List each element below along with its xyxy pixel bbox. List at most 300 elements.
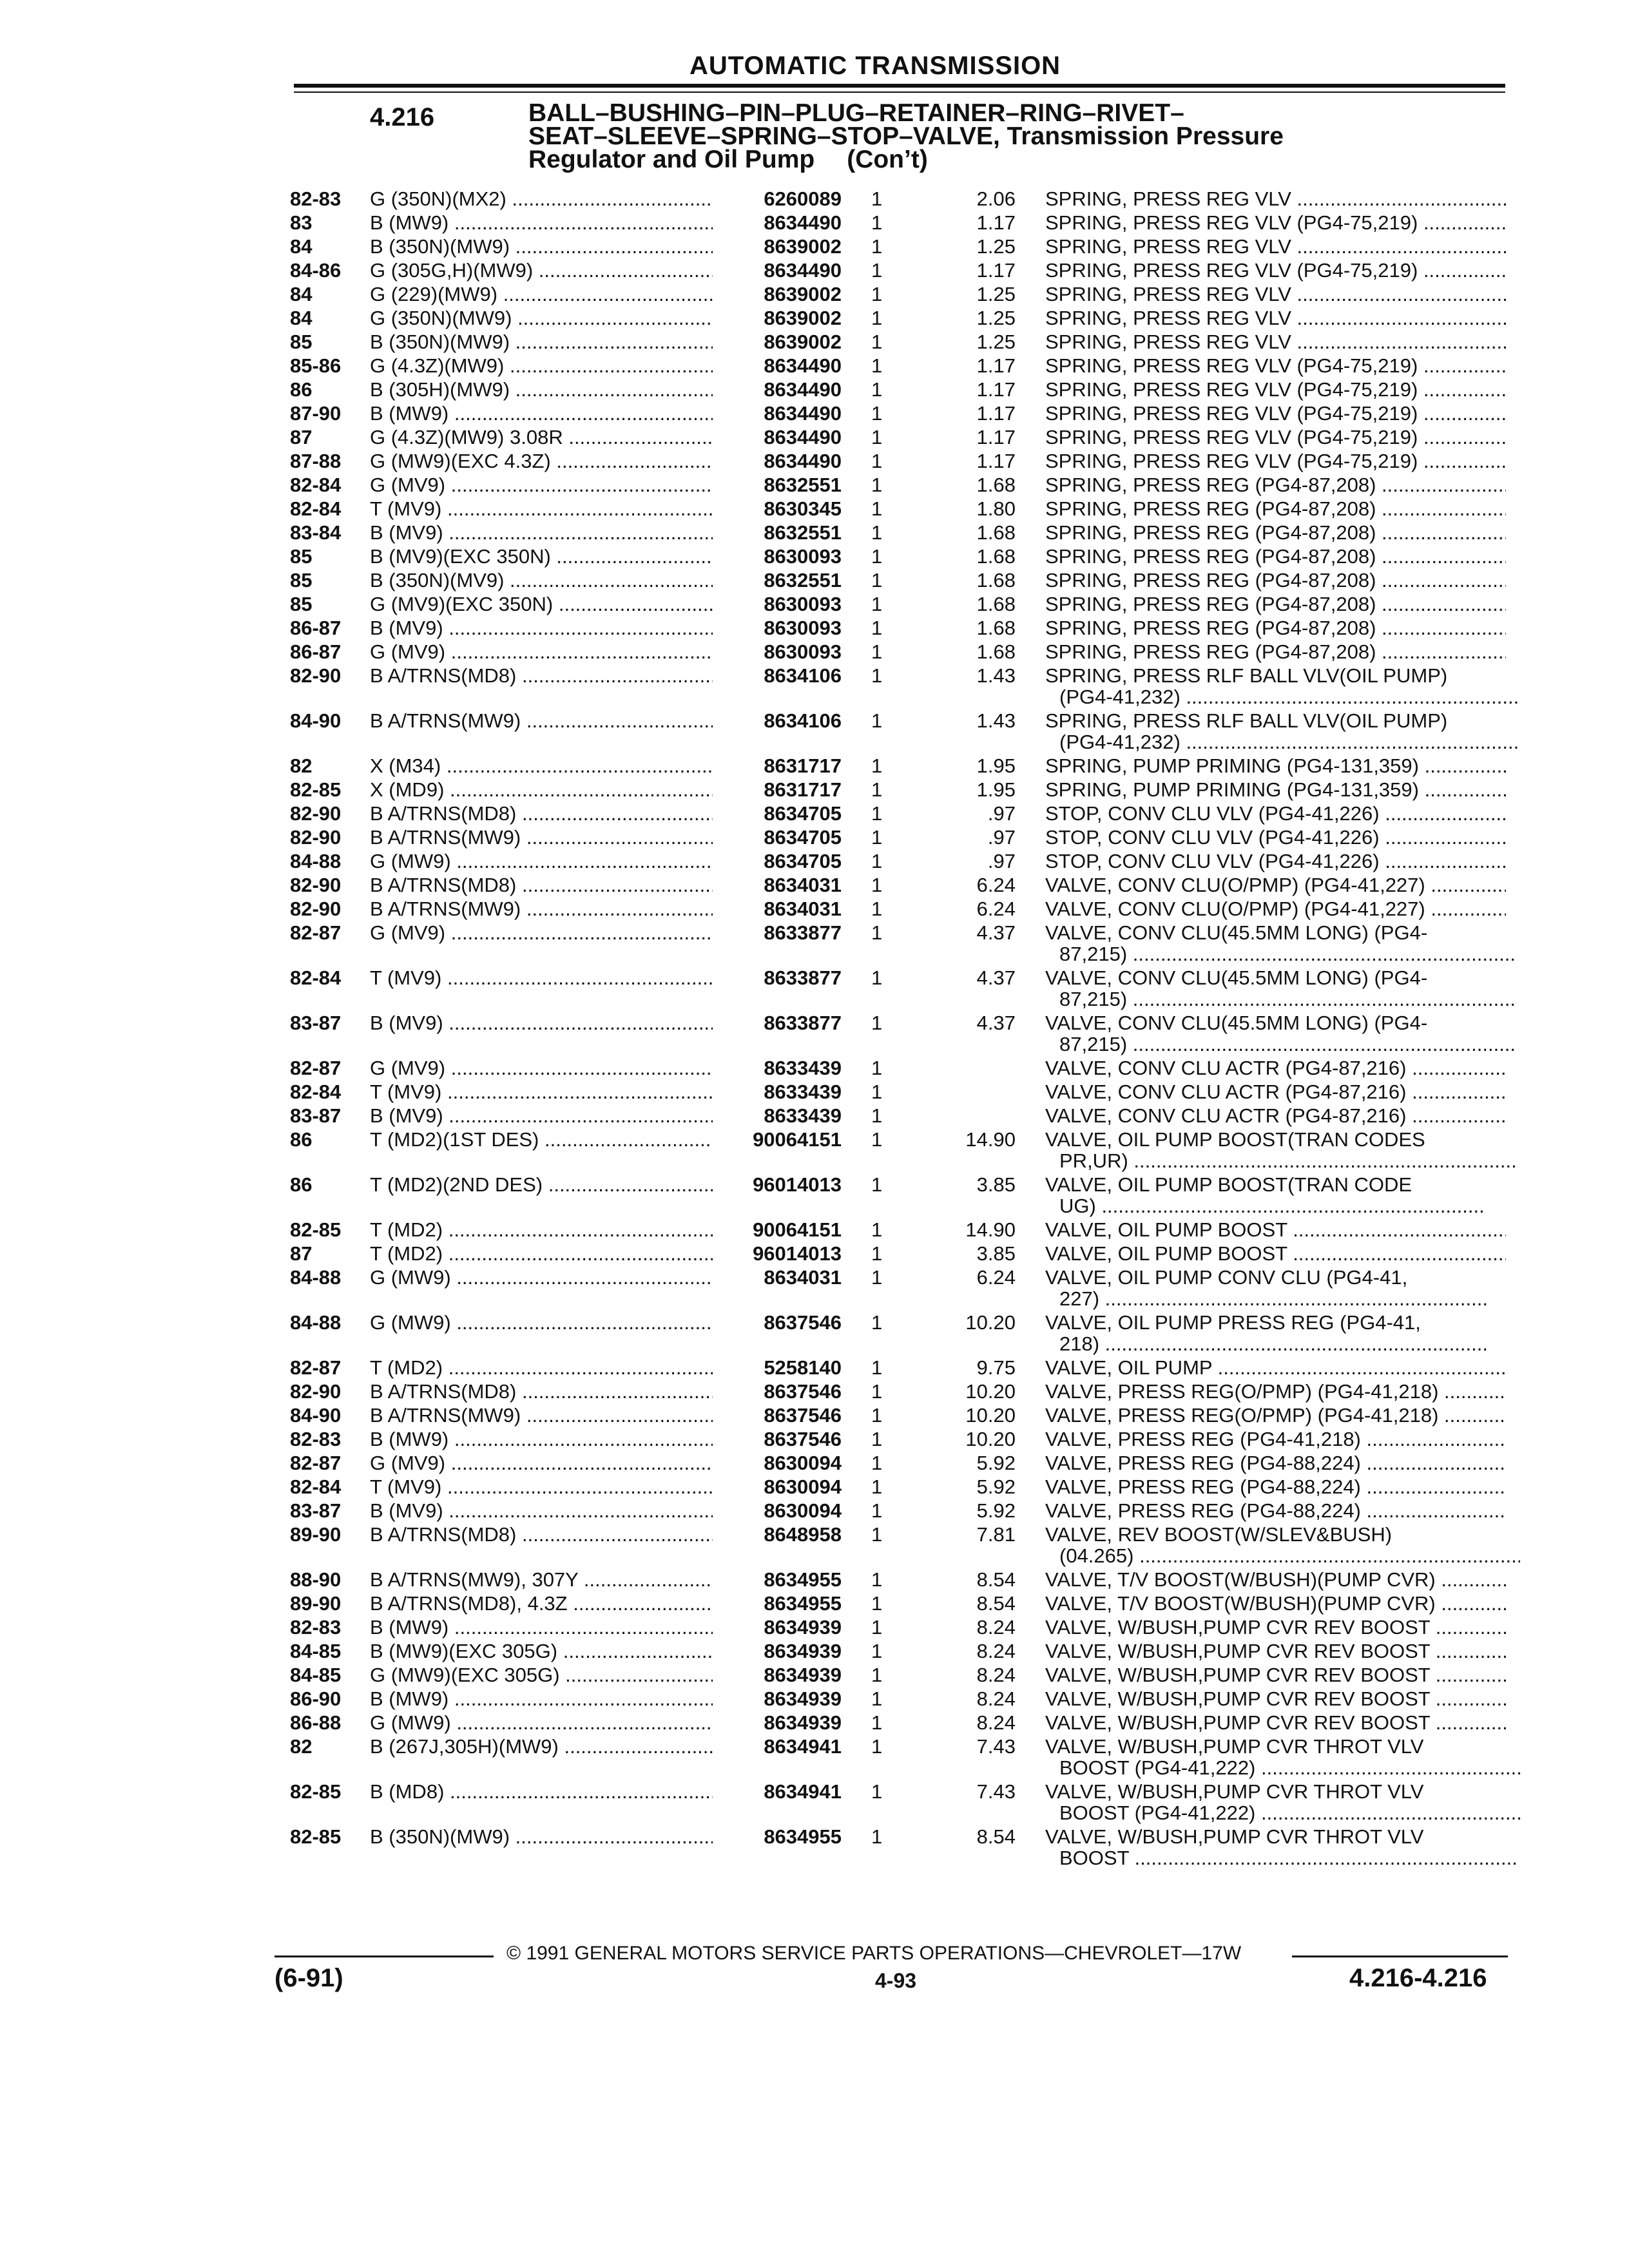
model-years: 83: [290, 211, 313, 234]
page-header: AUTOMATIC TRANSMISSION: [689, 52, 1061, 80]
model-description: B (MD8) .....: [370, 1780, 713, 1803]
model-description: B (MV9) .....: [370, 1011, 713, 1035]
part-name: 227) .....: [1059, 1287, 1520, 1311]
model-description: G (MV9)(EXC 350N) .....: [370, 592, 713, 616]
quantity: 1: [871, 1012, 883, 1034]
parts-row: [0, 1499, 1629, 1523]
parts-row: [0, 1403, 1629, 1427]
parts-row: [0, 211, 1629, 235]
part-name: UG) .....: [1059, 1194, 1520, 1218]
part-name: (PG4-41,232) .....: [1059, 685, 1520, 709]
part-name: VALVE, CONV CLU ACTR (PG4-87,216) .....: [1045, 1080, 1506, 1104]
model-description: X (MD9) .....: [370, 778, 713, 802]
price: 1.95: [976, 778, 1016, 801]
part-name: SPRING, PRESS REG VLV (PG4-75,219) .....: [1045, 401, 1506, 425]
quantity: 1: [871, 1356, 883, 1379]
part-name: VALVE, CONV CLU(45.5MM LONG) (PG4-: [1045, 1012, 1428, 1034]
quantity: 1: [871, 1523, 883, 1546]
model-years: 84: [290, 235, 313, 258]
model-years: 84-88: [290, 850, 342, 872]
part-number: 8634939: [764, 1640, 842, 1662]
model-years: 82-84: [290, 1475, 342, 1498]
part-name: VALVE, OIL PUMP BOOST(TRAN CODE: [1045, 1173, 1412, 1196]
part-name: VALVE, OIL PUMP BOOST(TRAN CODES: [1045, 1128, 1425, 1151]
part-name: 87,215) .....: [1059, 987, 1520, 1011]
price: 1.68: [976, 521, 1016, 544]
part-name: SPRING, PRESS REG VLV (PG4-75,219) .....: [1045, 378, 1506, 401]
price: 7.81: [976, 1523, 1016, 1546]
model-description: B (MW9) .....: [370, 1687, 713, 1711]
part-number: 90064151: [753, 1218, 842, 1241]
price: 8.24: [976, 1640, 1016, 1662]
part-number: 8630094: [764, 1499, 842, 1522]
part-number: 8634031: [764, 874, 842, 896]
price: 8.54: [976, 1592, 1016, 1615]
model-description: B (MV9) .....: [370, 521, 713, 544]
quantity: 1: [871, 450, 883, 472]
model-description: B (MV9) .....: [370, 1499, 713, 1523]
quantity: 1: [871, 966, 883, 989]
part-name: VALVE, W/BUSH,PUMP CVR THROT VLV: [1045, 1735, 1424, 1758]
part-number: 90064151: [753, 1128, 842, 1151]
part-number: 5258140: [764, 1356, 842, 1379]
price: 1.25: [976, 307, 1016, 329]
price: 1.17: [976, 259, 1016, 282]
price: .97: [987, 826, 1016, 849]
price: 1.25: [976, 331, 1016, 353]
part-number: 8633877: [764, 921, 842, 944]
model-years: 82-85: [290, 778, 342, 801]
quantity: 1: [871, 1664, 883, 1686]
model-description: T (MV9) .....: [370, 1475, 713, 1499]
model-years: 83-87: [290, 1104, 342, 1127]
parts-row: [0, 1080, 1629, 1104]
price: 1.17: [976, 450, 1016, 472]
part-name: VALVE, T/V BOOST(W/BUSH)(PUMP CVR) .....: [1045, 1591, 1506, 1615]
part-name: SPRING, PRESS REG (PG4-87,208) .....: [1045, 616, 1506, 640]
model-description: G (229)(MW9) .....: [370, 282, 713, 306]
part-name: SPRING, PRESS REG (PG4-87,208) .....: [1045, 473, 1506, 497]
quantity: 1: [871, 521, 883, 544]
model-years: 82-84: [290, 497, 342, 520]
part-number: 8634955: [764, 1592, 842, 1615]
model-years: 84-90: [290, 709, 342, 732]
price: 1.25: [976, 283, 1016, 305]
quantity: 1: [871, 497, 883, 520]
price: .97: [987, 802, 1016, 825]
model-description: G (MW9)(EXC 4.3Z) .....: [370, 449, 713, 473]
part-number: 8634490: [764, 354, 842, 377]
parts-row: [0, 921, 1629, 966]
price: 6.24: [976, 1266, 1016, 1289]
price: 8.24: [976, 1664, 1016, 1686]
quantity: 1: [871, 802, 883, 825]
model-years: 86-87: [290, 640, 342, 663]
quantity: 1: [871, 593, 883, 615]
parts-row: [0, 401, 1629, 425]
price: 1.68: [976, 545, 1016, 568]
model-years: 82-90: [290, 802, 342, 825]
part-name: VALVE, T/V BOOST(W/BUSH)(PUMP CVR) .....: [1045, 1568, 1506, 1591]
price: 1.43: [976, 709, 1016, 732]
model-description: G (4.3Z)(MW9) 3.08R .....: [370, 425, 713, 449]
part-name: STOP, CONV CLU VLV (PG4-41,226) .....: [1045, 849, 1506, 873]
model-description: G (MW9) .....: [370, 1265, 713, 1289]
continued-label: (Con’t): [847, 146, 928, 173]
quantity: 1: [871, 1057, 883, 1079]
part-number: 8634106: [764, 709, 842, 732]
part-name: SPRING, PUMP PRIMING (PG4-131,359) .....: [1045, 778, 1506, 802]
model-years: 82-90: [290, 826, 342, 849]
price: 5.92: [976, 1475, 1016, 1498]
model-years: 84-88: [290, 1311, 342, 1334]
quantity: 1: [871, 1499, 883, 1522]
quantity: 1: [871, 1592, 883, 1615]
quantity: 1: [871, 402, 883, 425]
parts-row: [0, 1735, 1629, 1780]
part-number: 8634490: [764, 378, 842, 401]
header-rule-thin: [294, 91, 1505, 93]
quantity: 1: [871, 664, 883, 687]
price: 2.06: [976, 187, 1016, 210]
part-name: SPRING, PRESS REG (PG4-87,208) .....: [1045, 544, 1506, 568]
parts-row: [0, 1687, 1629, 1711]
part-name: SPRING, PRESS REG VLV .....: [1045, 282, 1506, 306]
price: 4.37: [976, 966, 1016, 989]
part-number: 8639002: [764, 283, 842, 305]
quantity: 1: [871, 1616, 883, 1639]
model-description: X (M34) .....: [370, 754, 713, 778]
part-name: SPRING, PRESS REG VLV .....: [1045, 235, 1506, 258]
part-name: (04.265) .....: [1059, 1544, 1520, 1568]
model-years: 82-83: [290, 187, 342, 210]
parts-list: [0, 187, 1629, 1870]
quantity: 1: [871, 1242, 883, 1265]
parts-row: [0, 1218, 1629, 1242]
model-description: B (MV9) .....: [370, 616, 713, 640]
section-range: 4.216-4.216: [1349, 1964, 1487, 1992]
part-name: SPRING, PRESS REG (PG4-87,208) .....: [1045, 497, 1506, 521]
part-name: SPRING, PRESS RLF BALL VLV(OIL PUMP): [1045, 709, 1448, 732]
price: 3.85: [976, 1242, 1016, 1265]
price: .97: [987, 850, 1016, 872]
price: 1.17: [976, 211, 1016, 234]
part-name: SPRING, PRESS REG VLV (PG4-75,219) .....: [1045, 449, 1506, 473]
price: 1.80: [976, 497, 1016, 520]
model-description: G (MV9) .....: [370, 473, 713, 497]
part-number: 8632551: [764, 474, 842, 496]
model-description: B (MV9) .....: [370, 1104, 713, 1128]
parts-row: [0, 897, 1629, 921]
model-description: G (MV9) .....: [370, 1056, 713, 1080]
part-name: VALVE, OIL PUMP BOOST .....: [1045, 1218, 1506, 1242]
model-description: B A/TRNS(MD8) .....: [370, 802, 713, 825]
parts-row: [0, 258, 1629, 282]
section-number: 4.216: [370, 103, 435, 131]
model-years: 85: [290, 545, 313, 568]
model-years: 82-87: [290, 1356, 342, 1379]
part-number: 8630094: [764, 1452, 842, 1474]
part-name: BOOST .....: [1059, 1846, 1520, 1870]
quantity: 1: [871, 378, 883, 401]
parts-row: [0, 235, 1629, 258]
model-description: B (267J,305H)(MW9) .....: [370, 1735, 713, 1758]
part-name: VALVE, CONV CLU ACTR (PG4-87,216) .....: [1045, 1056, 1506, 1080]
part-name: 87,215) .....: [1059, 1032, 1520, 1056]
part-number: 8634705: [764, 850, 842, 872]
parts-row: [0, 1056, 1629, 1080]
parts-row: [0, 1523, 1629, 1568]
model-description: B (MW9) .....: [370, 1427, 713, 1451]
quantity: 1: [871, 1404, 883, 1427]
model-description: T (MD2) .....: [370, 1218, 713, 1242]
price: 1.17: [976, 402, 1016, 425]
quantity: 1: [871, 545, 883, 568]
model-years: 89-90: [290, 1523, 342, 1546]
model-description: G (305G,H)(MW9) .....: [370, 258, 713, 282]
quantity: 1: [871, 874, 883, 896]
model-description: T (MV9) .....: [370, 497, 713, 521]
price: 1.68: [976, 617, 1016, 639]
part-name: VALVE, W/BUSH,PUMP CVR REV BOOST .....: [1045, 1711, 1506, 1735]
part-number: 8634490: [764, 259, 842, 282]
parts-row: [0, 1356, 1629, 1379]
price: 1.68: [976, 593, 1016, 615]
parts-row: [0, 778, 1629, 802]
part-name: VALVE, REV BOOST(W/SLEV&BUSH): [1045, 1523, 1393, 1546]
part-name: SPRING, PRESS REG VLV (PG4-75,219) .....: [1045, 258, 1506, 282]
model-years: 86-87: [290, 617, 342, 639]
price: 1.95: [976, 754, 1016, 777]
model-years: 89-90: [290, 1592, 342, 1615]
model-description: G (MW9) .....: [370, 1311, 713, 1334]
quantity: 1: [871, 1104, 883, 1127]
footer-copyright: © 1991 GENERAL MOTORS SERVICE PARTS OPERATIONS—CHEVROLET—17W: [506, 1943, 1242, 1964]
model-years: 86-90: [290, 1687, 342, 1710]
model-years: 84-86: [290, 259, 342, 282]
model-description: G (4.3Z)(MW9) .....: [370, 354, 713, 378]
part-name: VALVE, PRESS REG (PG4-88,224) .....: [1045, 1475, 1506, 1499]
part-name: BOOST (PG4-41,222) .....: [1059, 1801, 1520, 1825]
quantity: 1: [871, 850, 883, 872]
part-number: 8634939: [764, 1664, 842, 1686]
parts-row: [0, 354, 1629, 378]
model-years: 82-84: [290, 474, 342, 496]
part-number: 8630094: [764, 1475, 842, 1498]
model-years: 82-90: [290, 664, 342, 687]
parts-row: [0, 849, 1629, 873]
parts-row: [0, 1825, 1629, 1870]
parts-row: [0, 1242, 1629, 1265]
model-years: 82-83: [290, 1428, 342, 1450]
part-name: VALVE, W/BUSH,PUMP CVR REV BOOST .....: [1045, 1639, 1506, 1663]
price: 10.20: [965, 1404, 1016, 1427]
model-description: G (MW9)(EXC 305G) .....: [370, 1663, 713, 1687]
part-name: SPRING, PRESS REG VLV .....: [1045, 306, 1506, 330]
price: 7.43: [976, 1735, 1016, 1758]
part-name: PR,UR) .....: [1059, 1149, 1520, 1173]
part-name: 218) .....: [1059, 1332, 1520, 1356]
model-description: T (MD2) .....: [370, 1356, 713, 1379]
model-description: G (350N)(MW9) .....: [370, 306, 713, 330]
parts-row: [0, 330, 1629, 354]
part-name: VALVE, PRESS REG (PG4-41,218) .....: [1045, 1427, 1506, 1451]
parts-row: [0, 592, 1629, 616]
model-years: 82-83: [290, 1616, 342, 1639]
part-number: 8634955: [764, 1568, 842, 1591]
model-years: 88-90: [290, 1568, 342, 1591]
model-years: 87-90: [290, 402, 342, 425]
footer-rule-left: [275, 1956, 494, 1957]
price: 10.20: [965, 1380, 1016, 1403]
model-description: T (MD2)(1ST DES) .....: [370, 1128, 713, 1151]
quantity: 1: [871, 1780, 883, 1803]
part-number: 8633877: [764, 1012, 842, 1034]
part-name: VALVE, W/BUSH,PUMP CVR THROT VLV: [1045, 1825, 1424, 1848]
price: 4.37: [976, 1012, 1016, 1034]
parts-row: [0, 187, 1629, 211]
quantity: 1: [871, 754, 883, 777]
model-years: 85: [290, 593, 313, 615]
part-number: 8648958: [764, 1523, 842, 1546]
model-description: B (MW9) .....: [370, 211, 713, 235]
part-name: VALVE, PRESS REG(O/PMP) (PG4-41,218) .....: [1045, 1379, 1506, 1403]
part-name: VALVE, W/BUSH,PUMP CVR REV BOOST .....: [1045, 1663, 1506, 1687]
model-description: B (MW9) .....: [370, 401, 713, 425]
part-name: VALVE, OIL PUMP .....: [1045, 1356, 1506, 1379]
quantity: 1: [871, 921, 883, 944]
model-description: B A/TRNS(MW9) .....: [370, 825, 713, 849]
part-number: 8634031: [764, 898, 842, 920]
parts-row: [0, 1265, 1629, 1311]
model-description: B A/TRNS(MW9) .....: [370, 1403, 713, 1427]
price: 1.17: [976, 426, 1016, 448]
quantity: 1: [871, 1452, 883, 1474]
model-years: 82-84: [290, 966, 342, 989]
part-number: 8630093: [764, 545, 842, 568]
price: 1.68: [976, 569, 1016, 591]
section-title-line-last: [528, 148, 1284, 171]
model-years: 83-84: [290, 521, 342, 544]
part-name: SPRING, PUMP PRIMING (PG4-131,359) .....: [1045, 754, 1506, 778]
model-description: B A/TRNS(MD8) .....: [370, 664, 713, 687]
parts-row: [0, 709, 1629, 754]
part-number: 8632551: [764, 569, 842, 591]
price: 10.20: [965, 1428, 1016, 1450]
price: 8.24: [976, 1711, 1016, 1734]
model-years: 87: [290, 426, 313, 448]
model-description: G (MW9) .....: [370, 1711, 713, 1735]
model-description: G (MV9) .....: [370, 1451, 713, 1475]
quantity: 1: [871, 826, 883, 849]
parts-row: [0, 1639, 1629, 1663]
model-years: 84: [290, 283, 313, 305]
parts-row: [0, 521, 1629, 544]
parts-row: [0, 873, 1629, 897]
section-title-line: Regulator and Oil Pump: [528, 146, 815, 173]
parts-row: [0, 825, 1629, 849]
model-years: 82-84: [290, 1081, 342, 1103]
parts-row: [0, 1379, 1629, 1403]
price: 8.54: [976, 1825, 1016, 1848]
section-title: [528, 99, 1284, 173]
parts-row: [0, 966, 1629, 1011]
model-years: 85: [290, 331, 313, 353]
parts-row: [0, 425, 1629, 449]
price: 5.92: [976, 1499, 1016, 1522]
part-name: SPRING, PRESS RLF BALL VLV(OIL PUMP): [1045, 664, 1448, 687]
model-years: 84-90: [290, 1404, 342, 1427]
model-description: B A/TRNS(MW9) .....: [370, 709, 713, 733]
part-name: SPRING, PRESS REG VLV .....: [1045, 187, 1506, 211]
part-number: 6260089: [764, 187, 842, 210]
parts-row: [0, 1711, 1629, 1735]
model-description: B A/TRNS(MD8) .....: [370, 873, 713, 897]
parts-row: [0, 616, 1629, 640]
price: 1.68: [976, 474, 1016, 496]
part-name: VALVE, PRESS REG(O/PMP) (PG4-41,218) .....: [1045, 1403, 1506, 1427]
model-years: 82-85: [290, 1825, 342, 1848]
model-description: T (MD2) .....: [370, 1242, 713, 1265]
part-name: VALVE, W/BUSH,PUMP CVR REV BOOST .....: [1045, 1615, 1506, 1639]
part-number: 8637546: [764, 1311, 842, 1334]
quantity: 1: [871, 640, 883, 663]
part-name: VALVE, CONV CLU ACTR (PG4-87,216) .....: [1045, 1104, 1506, 1128]
part-name: VALVE, OIL PUMP PRESS REG (PG4-41,: [1045, 1311, 1421, 1334]
quantity: 1: [871, 1428, 883, 1450]
parts-row: [0, 1311, 1629, 1356]
model-years: 82: [290, 754, 313, 777]
parts-row: [0, 754, 1629, 778]
parts-row: [0, 1451, 1629, 1475]
part-name: STOP, CONV CLU VLV (PG4-41,226) .....: [1045, 802, 1506, 825]
part-number: 8631717: [764, 754, 842, 777]
part-number: 8634705: [764, 802, 842, 825]
part-number: 8633439: [764, 1104, 842, 1127]
header-rule: [294, 84, 1505, 88]
quantity: 1: [871, 1735, 883, 1758]
quantity: 1: [871, 1218, 883, 1241]
part-number: 8634705: [764, 826, 842, 849]
part-number: 8637546: [764, 1428, 842, 1450]
price: 8.24: [976, 1616, 1016, 1639]
quantity: 1: [871, 1173, 883, 1196]
quantity: 1: [871, 1475, 883, 1498]
part-number: 8634490: [764, 211, 842, 234]
parts-row: [0, 640, 1629, 664]
quantity: 1: [871, 709, 883, 732]
quantity: 1: [871, 259, 883, 282]
quantity: 1: [871, 617, 883, 639]
part-number: 8630093: [764, 593, 842, 615]
footer-rule-right: [1292, 1956, 1508, 1957]
model-years: 87-88: [290, 450, 342, 472]
quantity: 1: [871, 354, 883, 377]
parts-row: [0, 282, 1629, 306]
part-name: SPRING, PRESS REG VLV (PG4-75,219) .....: [1045, 211, 1506, 235]
part-number: 8634490: [764, 402, 842, 425]
part-name: VALVE, OIL PUMP BOOST .....: [1045, 1242, 1506, 1265]
parts-row: [0, 568, 1629, 592]
part-name: VALVE, PRESS REG (PG4-88,224) .....: [1045, 1499, 1506, 1523]
model-years: 82-90: [290, 898, 342, 920]
section-title-line: SEAT–SLEEVE–SPRING–STOP–VALVE, Transmission Pressure: [528, 122, 1284, 150]
quantity: 1: [871, 187, 883, 210]
parts-row: [0, 1128, 1629, 1173]
part-name: SPRING, PRESS REG (PG4-87,208) .....: [1045, 592, 1506, 616]
part-number: 8634939: [764, 1616, 842, 1639]
part-name: VALVE, OIL PUMP CONV CLU (PG4-41,: [1045, 1266, 1408, 1289]
